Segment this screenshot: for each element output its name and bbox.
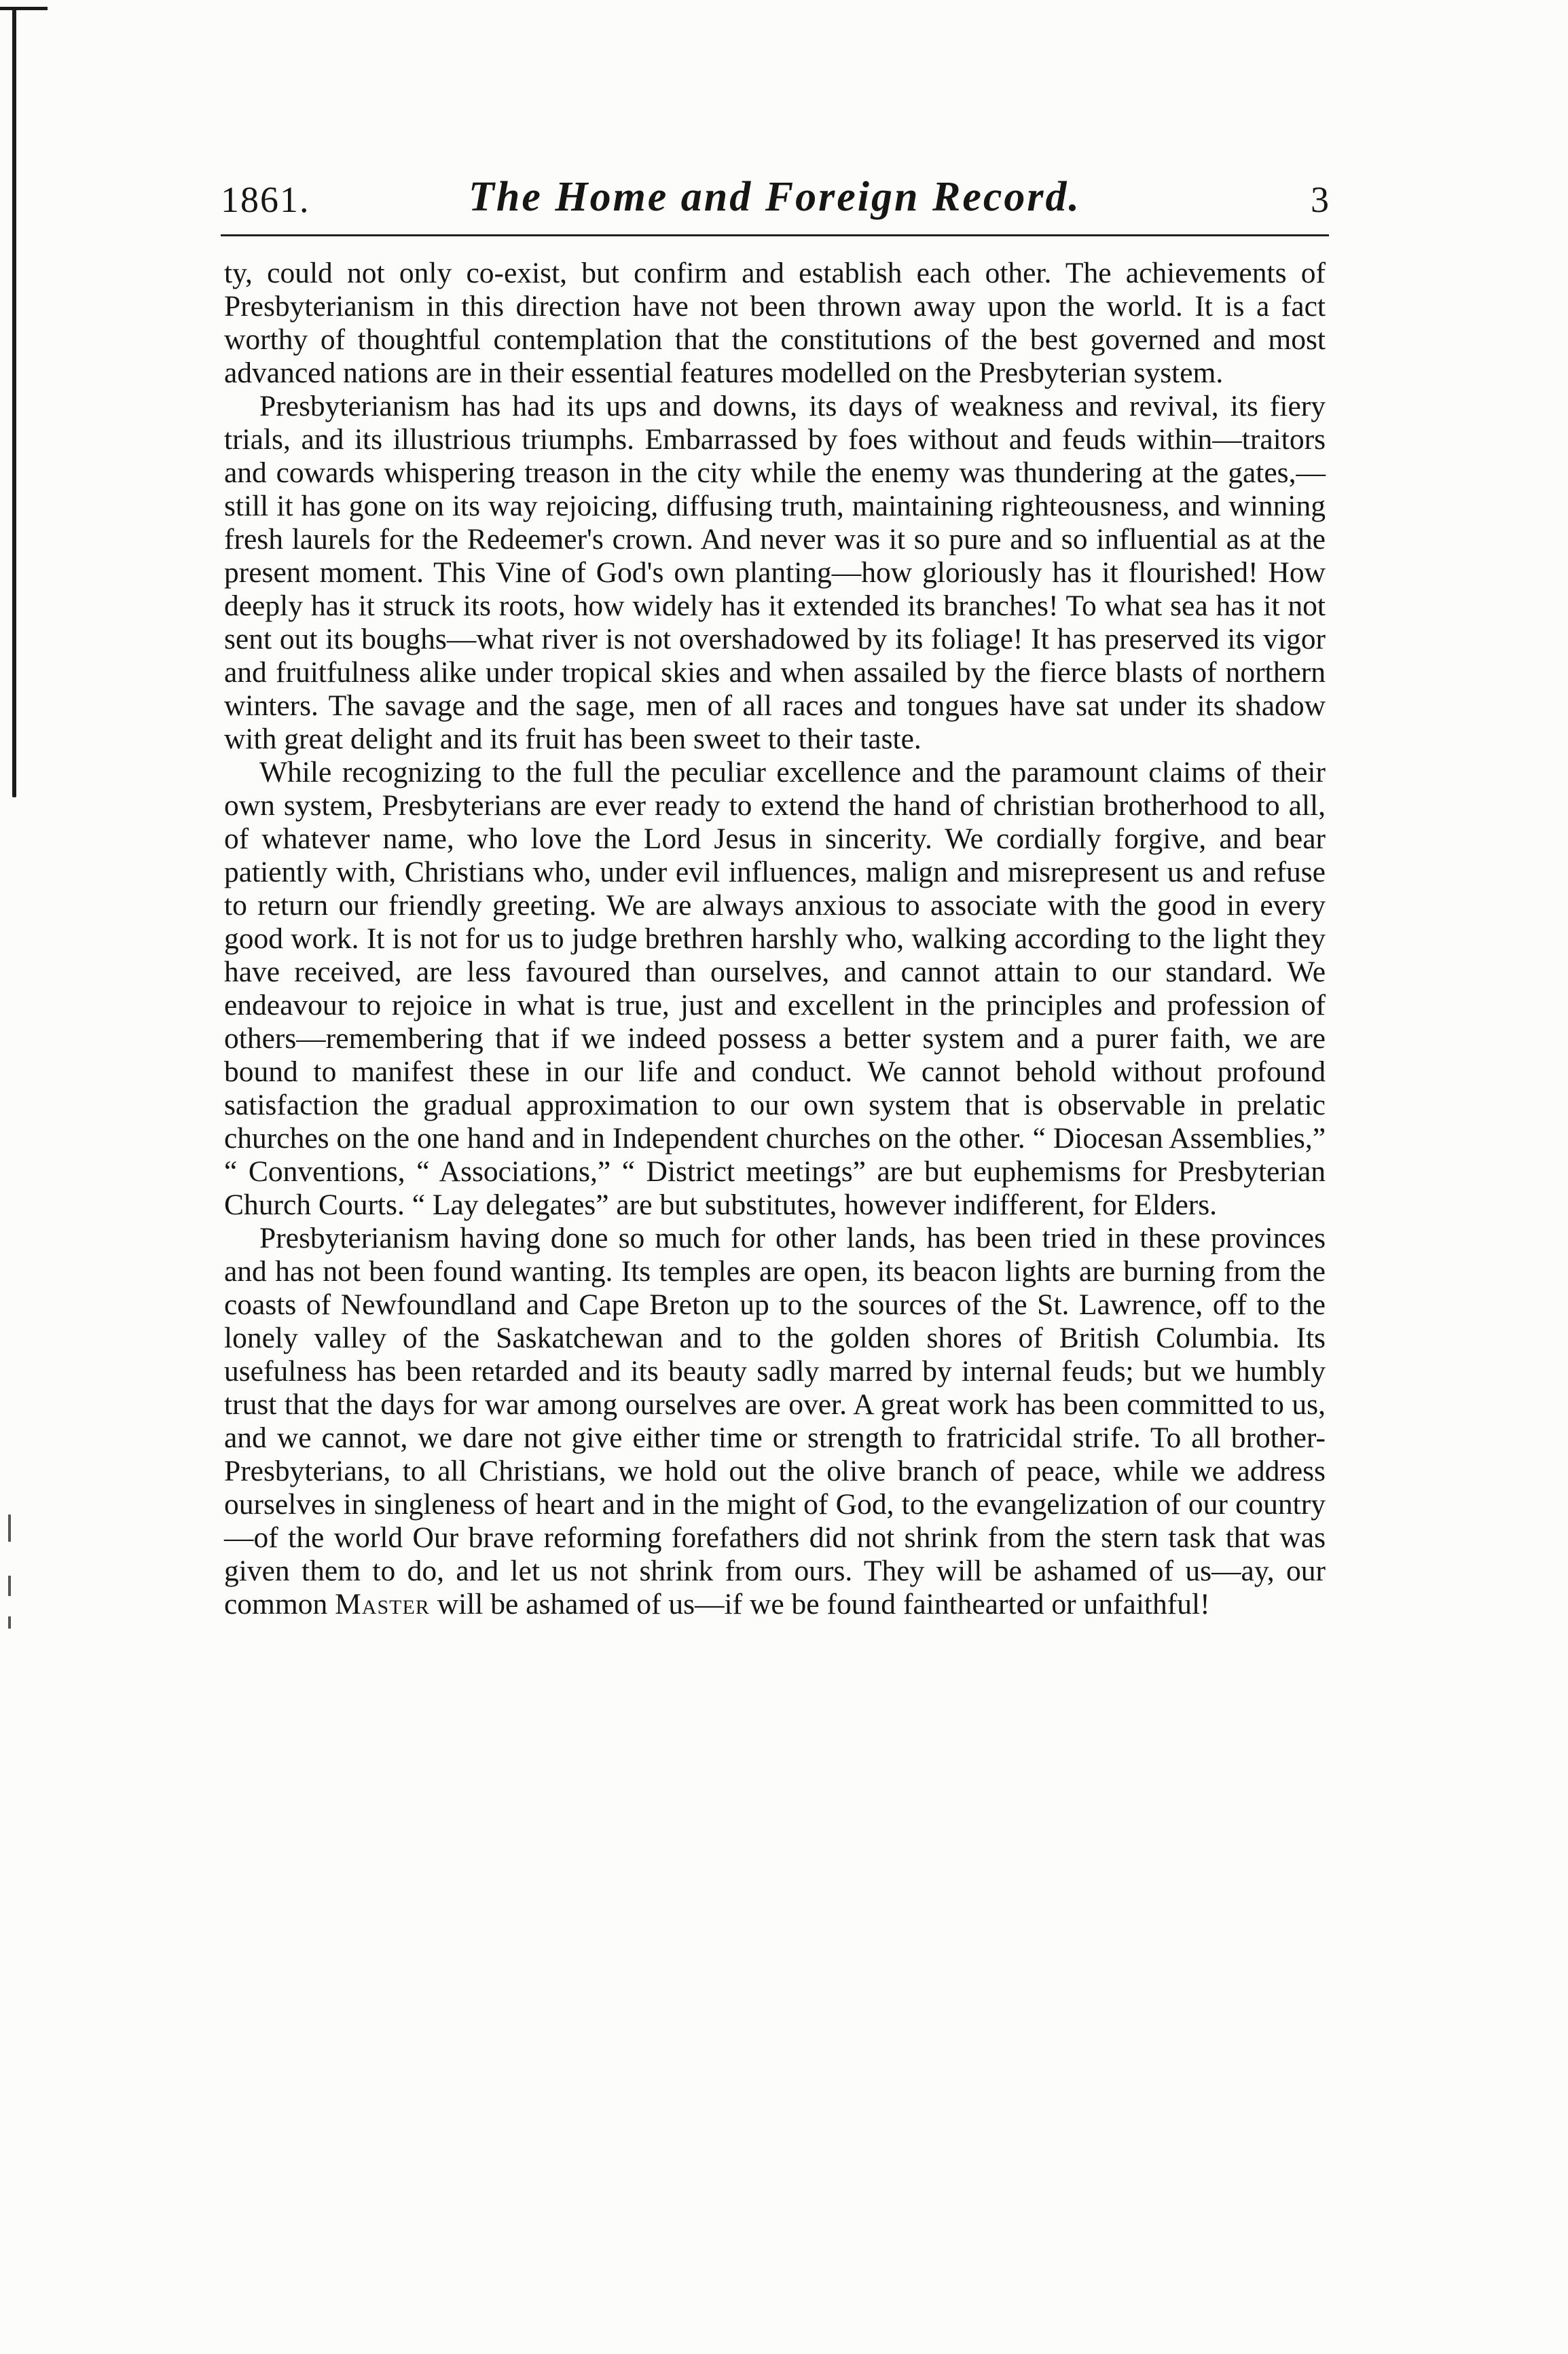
header-year: 1861. xyxy=(221,179,310,220)
master-smallcaps: Master xyxy=(335,1588,430,1620)
paragraph-ups-and-downs: Presbyterianism has had its ups and downs, its days of weakness and revival, its fiery trials, and its illustrious triumphs. Embarrassed by foes without and feuds within—traitors and cowards whispering treason in the city while the enemy was thundering at the gates,—still it has gone on its way rejoicing, diffusing truth, maintaining righteousness, and winning fresh laurels for the Redeemer's crown. And never was it so pure and so influential as at the present moment. This Vine of God's own planting—how gloriously has it flourished! How deeply has it struck its roots, how widely has it extended its branches! To what sea has it not sent out its boughs—what river is not overshadowed by its foliage! It has preserved its vigor and fruitfulness alike under tropical skies and when assailed by the fierce blasts of northern winters. The savage and the sage, men of all races and tongues have sat under its shadow with great delight and its fruit has been sweet to their taste. xyxy=(224,390,1326,755)
binding-corner-mark xyxy=(0,7,48,10)
binding-edge-mark xyxy=(12,10,16,797)
paragraph-provinces-ending: will be ashamed of us—if we be found fainthearted or unfaithful! xyxy=(429,1588,1210,1620)
margin-speck xyxy=(8,1576,11,1596)
article-body xyxy=(224,257,1326,1621)
margin-speck xyxy=(8,1515,11,1542)
margin-speck xyxy=(8,1616,11,1629)
paragraph-continuation: ty, could not only co-exist, but confirm and establish each other. The achievements of Presbyterianism in this direction have not been thrown away upon the world. It is a fact worthy of thoughtful contemplation that the constitutions of the best governed and most advanced nations are in their essential features modelled on the Presbyterian system. xyxy=(224,257,1326,389)
page-number: 3 xyxy=(1311,179,1329,220)
paragraph-provinces xyxy=(224,1222,1326,1621)
journal-title: The Home and Foreign Record. xyxy=(468,174,1082,220)
paragraph-christian-brotherhood: While recognizing to the full the peculiar excellence and the paramount claims of their own system, Presbyterians are ever ready to extend the hand of christian brotherhood to all, of whatever name, who love the Lord Jesus in sincerity. We cordially forgive, and bear patiently with, Christians who, under evil influences, malign and misrepresent us and refuse to return our friendly greeting. We are always anxious to associate with the good in every good work. It is not for us to judge brethren harshly who, walking according to the light they have received, are less favoured than ourselves, and cannot attain to our standard. We endeavour to rejoice in what is true, just and excellent in the principles and profession of others—remembering that if we indeed possess a better system and a purer faith, we are bound to manifest these in our life and conduct. We cannot behold without profound satisfaction the gradual approximation to our own system that is observable in prelatic churches on the one hand and in Independent churches on the other. “ Diocesan Assemblies,” “ Conventions, “ Associations,” “ District meetings” are but euphemisms for Presbyterian Church Courts. “ Lay delegates” are but substitutes, however indifferent, for Elders. xyxy=(224,756,1326,1221)
running-header xyxy=(221,173,1329,236)
paragraph-provinces-text: Presbyterianism having done so much for other lands, has been tried in these provinces and has not been found wanting. Its temples are open, its beacon lights are burning from the coasts of Newfoundland and Cape Breton up to the sources of the St. Lawrence, off to the lonely valley of the Saskatchewan and to the golden shores of British Columbia. Its usefulness has been retarded and its beauty sadly marred by internal feuds; but we humbly trust that the days for war among ourselves are over. A great work has been committed to us, and we cannot, we dare not give either time or strength to fratricidal strife. To all brother-Presbyterians, to all Christians, we hold out the olive branch of peace, while we address ourselves in singleness of heart and in the might of God, to the evangelization of our country—of the world Our brave reforming forefathers did not shrink from the stern task that was given them to do, and let us not shrink from ours. They will be ashamed of us—ay, our common xyxy=(224,1222,1326,1620)
